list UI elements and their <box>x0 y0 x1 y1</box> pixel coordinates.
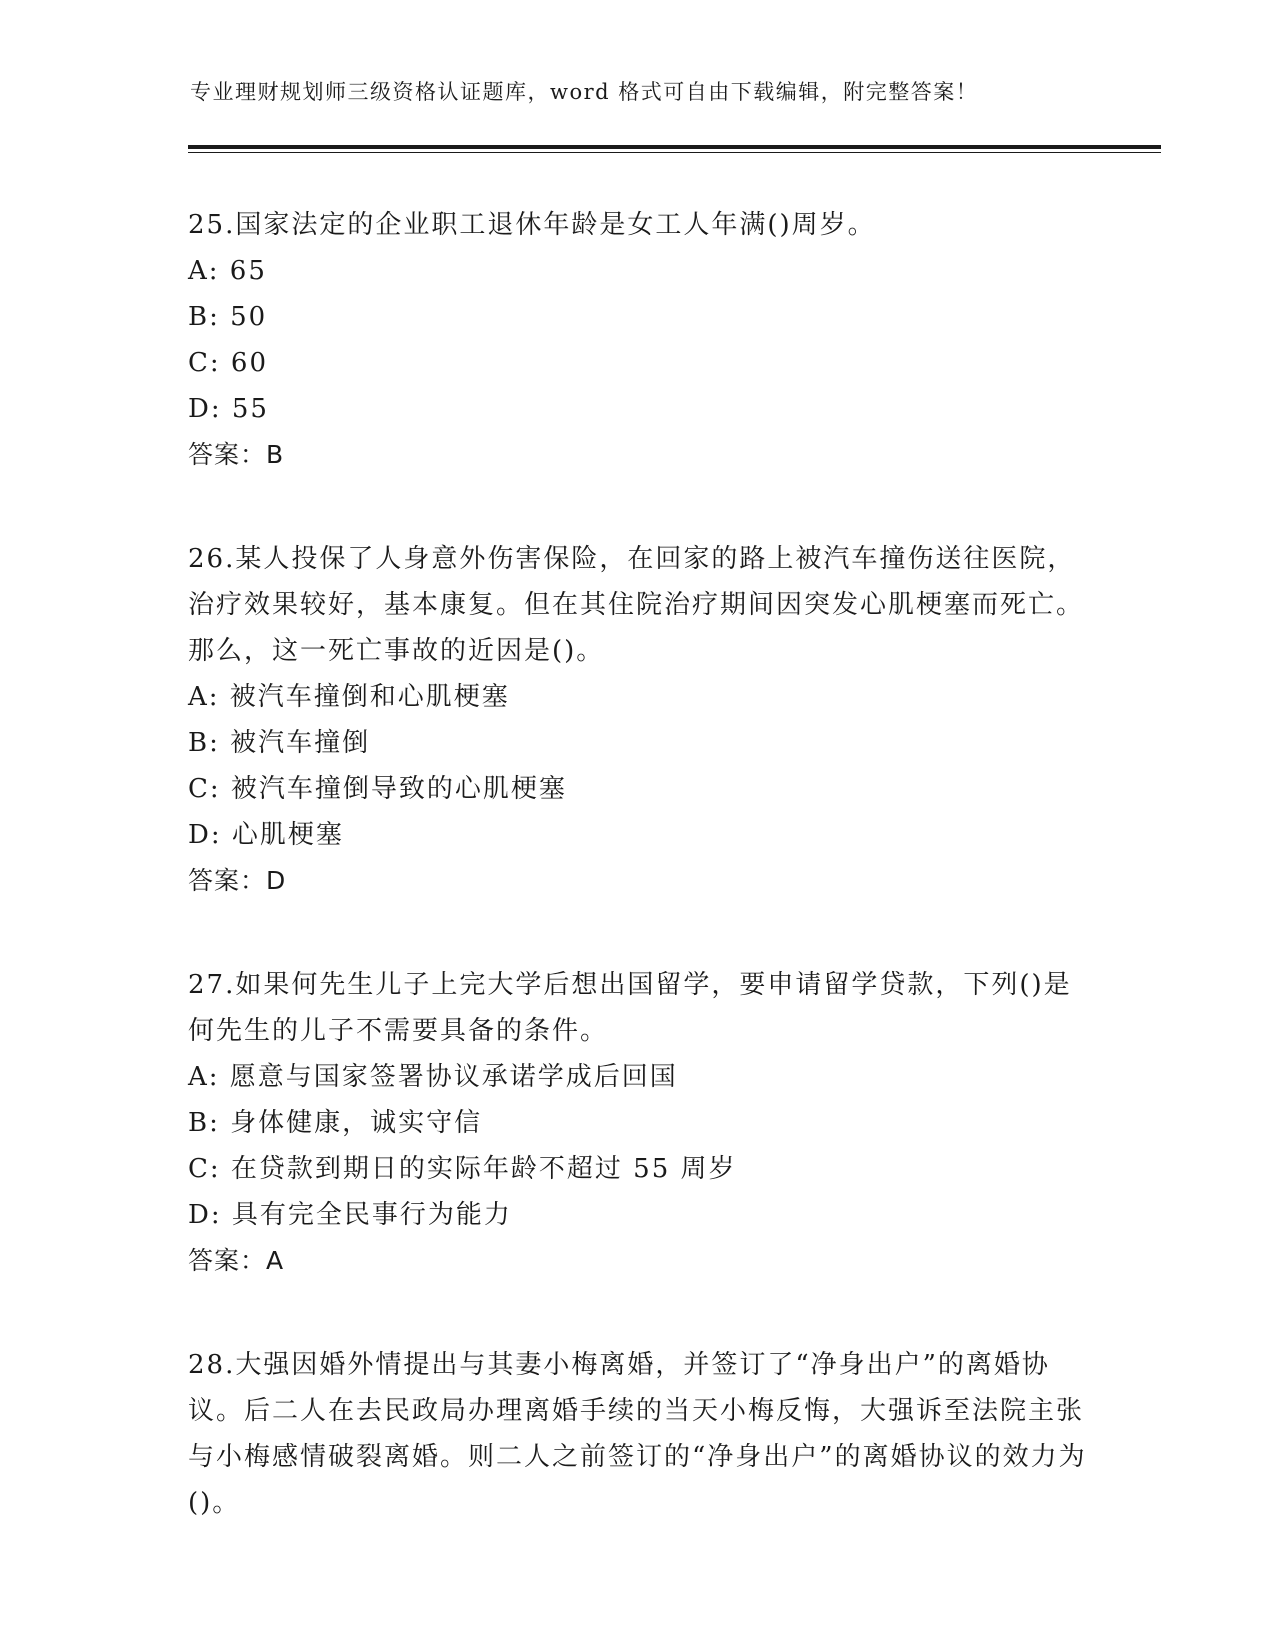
option-d: D: 具有完全民事行为能力 <box>188 1200 512 1230</box>
page-header: 专业理财规划师三级资格认证题库，word 格式可自由下载编辑，附完整答案！ <box>190 80 979 104</box>
question-text: 25.国家法定的企业职工退休年龄是女工人年满()周岁。 <box>188 210 876 240</box>
question-27 <box>188 962 1088 1284</box>
question-25 <box>188 202 1088 478</box>
option-d: D: 心肌梗塞 <box>188 820 344 850</box>
answer-line: 答案：A <box>188 1246 285 1275</box>
option-b: B: 50 <box>188 302 268 332</box>
option-a: A: 被汽车撞倒和心肌梗塞 <box>188 682 510 712</box>
answer-line: 答案：D <box>188 866 287 895</box>
question-list <box>188 202 1088 1584</box>
question-26 <box>188 536 1088 904</box>
option-a: A: 愿意与国家签署协议承诺学成后回国 <box>188 1062 678 1092</box>
option-c: C: 在贷款到期日的实际年龄不超过 55 周岁 <box>188 1154 737 1184</box>
question-text: 27.如果何先生儿子上完大学后想出国留学，要申请留学贷款，下列()是何先生的儿子不需要具备的条件。 <box>188 970 1072 1046</box>
question-text: 28.大强因婚外情提出与其妻小梅离婚，并签订了“净身出户”的离婚协议。后二人在去民政局办理离婚手续的当天小梅反悔，大强诉至法院主张与小梅感情破裂离婚。则二人之前签订的“净身出户”的离婚协议的效力为()。 <box>188 1350 1087 1518</box>
option-a: A: 65 <box>188 256 267 286</box>
option-c: C: 60 <box>188 348 269 378</box>
header-divider-thick <box>188 145 1161 149</box>
question-28 <box>188 1342 1088 1526</box>
header-divider-thin <box>188 152 1161 153</box>
option-b: B: 被汽车撞倒 <box>188 728 371 758</box>
question-text: 26.某人投保了人身意外伤害保险，在回家的路上被汽车撞伤送往医院，治疗效果较好，基本康复。但在其住院治疗期间因突发心肌梗塞而死亡。那么，这一死亡事故的近因是()。 <box>188 544 1085 666</box>
answer-line: 答案：B <box>188 440 285 469</box>
option-c: C: 被汽车撞倒导致的心肌梗塞 <box>188 774 567 804</box>
option-b: B: 身体健康，诚实守信 <box>188 1108 483 1138</box>
option-d: D: 55 <box>188 394 269 424</box>
